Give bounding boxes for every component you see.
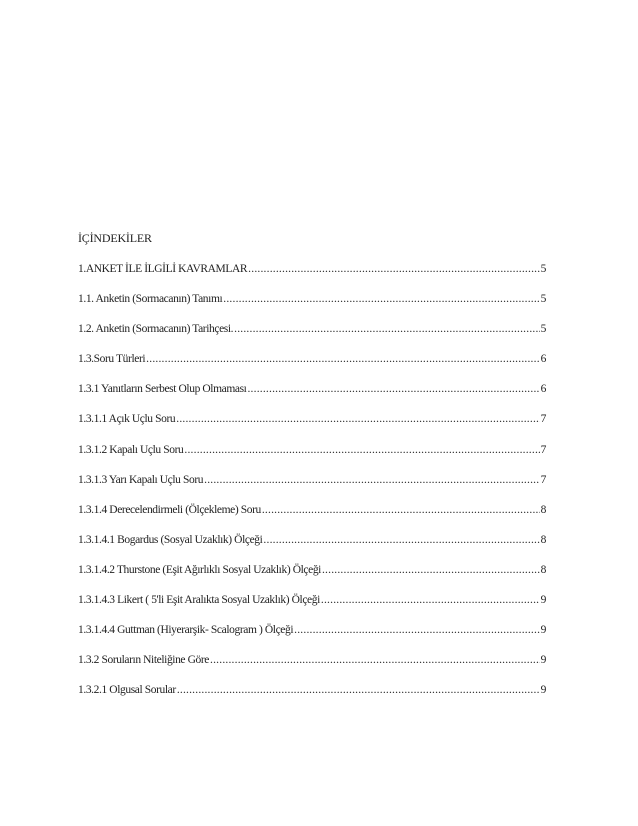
toc-leader-dots bbox=[322, 564, 540, 576]
toc-leader-dots bbox=[247, 383, 539, 395]
toc-entry[interactable] bbox=[78, 353, 546, 383]
toc-leader-dots bbox=[146, 353, 539, 365]
toc-entry[interactable] bbox=[78, 594, 546, 624]
toc-leader-dots bbox=[210, 654, 540, 666]
toc-leader-dots bbox=[263, 534, 539, 546]
toc-page-number: 6 bbox=[540, 353, 546, 366]
toc-page-number: 8 bbox=[540, 563, 546, 576]
toc-leader-dots bbox=[262, 504, 540, 516]
toc-entry-text: 1.3.Soru Türleri bbox=[78, 353, 146, 366]
toc-entry-text: 1.3.2 Soruların Niteliğine Göre bbox=[78, 654, 210, 667]
toc-leader-dots bbox=[223, 293, 539, 305]
toc-entry-text: 1.ANKET İLE İLGİLİ KAVRAMLAR bbox=[78, 263, 248, 275]
toc-entry[interactable] bbox=[78, 504, 546, 534]
toc-page-number: 5 bbox=[540, 293, 546, 306]
toc-page-number: 6 bbox=[540, 383, 546, 396]
toc-entry-text: 1.3.1.2 Kapalı Uçlu Soru bbox=[78, 443, 184, 456]
toc-entry[interactable] bbox=[78, 263, 546, 293]
toc-entry-text: 1.3.1.4.2 Thurstone (Eşit Ağırlıklı Sosyal Uzaklık) Ölçeği bbox=[78, 563, 321, 576]
toc-list bbox=[78, 263, 546, 714]
toc-page-number: 7 bbox=[540, 473, 546, 486]
toc-entry[interactable] bbox=[78, 654, 546, 684]
toc-page-number: 9 bbox=[540, 594, 546, 607]
toc-page-number: 5 bbox=[540, 263, 546, 275]
toc-entry[interactable] bbox=[78, 624, 546, 654]
toc-leader-dots bbox=[234, 323, 540, 335]
toc-entry-text: 1.2. Anketin (Sormacanın) Tarihçesi. bbox=[78, 323, 234, 336]
toc-leader-dots bbox=[294, 624, 540, 636]
toc-entry[interactable] bbox=[78, 474, 546, 504]
toc-entry-text: 1.3.1.1 Açık Uçlu Soru bbox=[78, 413, 176, 426]
toc-leader-dots bbox=[248, 263, 539, 275]
toc-leader-dots bbox=[176, 413, 539, 425]
toc-page-number: 8 bbox=[540, 533, 546, 546]
toc-entry[interactable] bbox=[78, 323, 546, 353]
toc-entry-text: 1.3.1 Yanıtların Serbest Olup Olmaması bbox=[78, 383, 247, 396]
toc-leader-dots bbox=[177, 684, 540, 696]
toc-entry[interactable] bbox=[78, 413, 546, 443]
toc-entry-text: 1.1. Anketin (Sormacanın) Tanımı bbox=[78, 293, 223, 306]
toc-entry-text: 1.3.1.4.3 Likert ( 5'li Eşit Aralıkta Sosyal Uzaklık) Ölçeği bbox=[78, 594, 320, 607]
toc-page-number: 9 bbox=[540, 624, 546, 637]
toc-entry-text: 1.3.2.1 Olgusal Sorular bbox=[78, 684, 176, 697]
toc-page-number: 8 bbox=[540, 503, 546, 516]
toc-leader-dots bbox=[184, 444, 539, 456]
toc-page-number: 7 bbox=[540, 443, 546, 456]
toc-leader-dots bbox=[321, 594, 540, 606]
toc-entry[interactable] bbox=[78, 293, 546, 323]
toc-page-number: 5 bbox=[540, 323, 546, 336]
toc-page-number: 9 bbox=[540, 654, 546, 667]
toc-entry[interactable] bbox=[78, 383, 546, 413]
toc-title: İÇİNDEKİLER bbox=[78, 231, 152, 245]
toc-entry-text: 1.3.1.4.1 Bogardus (Sosyal Uzaklık) Ölçeği bbox=[78, 533, 263, 546]
toc-leader-dots bbox=[204, 474, 540, 486]
toc-entry[interactable] bbox=[78, 684, 546, 714]
toc-entry-text: 1.3.1.4.4 Guttman (Hiyerarşik- Scalogram ) Ölçeği bbox=[78, 624, 294, 637]
toc-page-number: 9 bbox=[540, 684, 546, 697]
toc-entry[interactable] bbox=[78, 444, 546, 474]
toc-entry-text: 1.3.1.4 Derecelendirmeli (Ölçekleme) Soru bbox=[78, 503, 261, 516]
toc-page-number: 7 bbox=[540, 413, 546, 426]
toc-entry[interactable] bbox=[78, 534, 546, 564]
toc-entry[interactable] bbox=[78, 564, 546, 594]
toc-entry-text: 1.3.1.3 Yarı Kapalı Uçlu Soru bbox=[78, 473, 204, 486]
